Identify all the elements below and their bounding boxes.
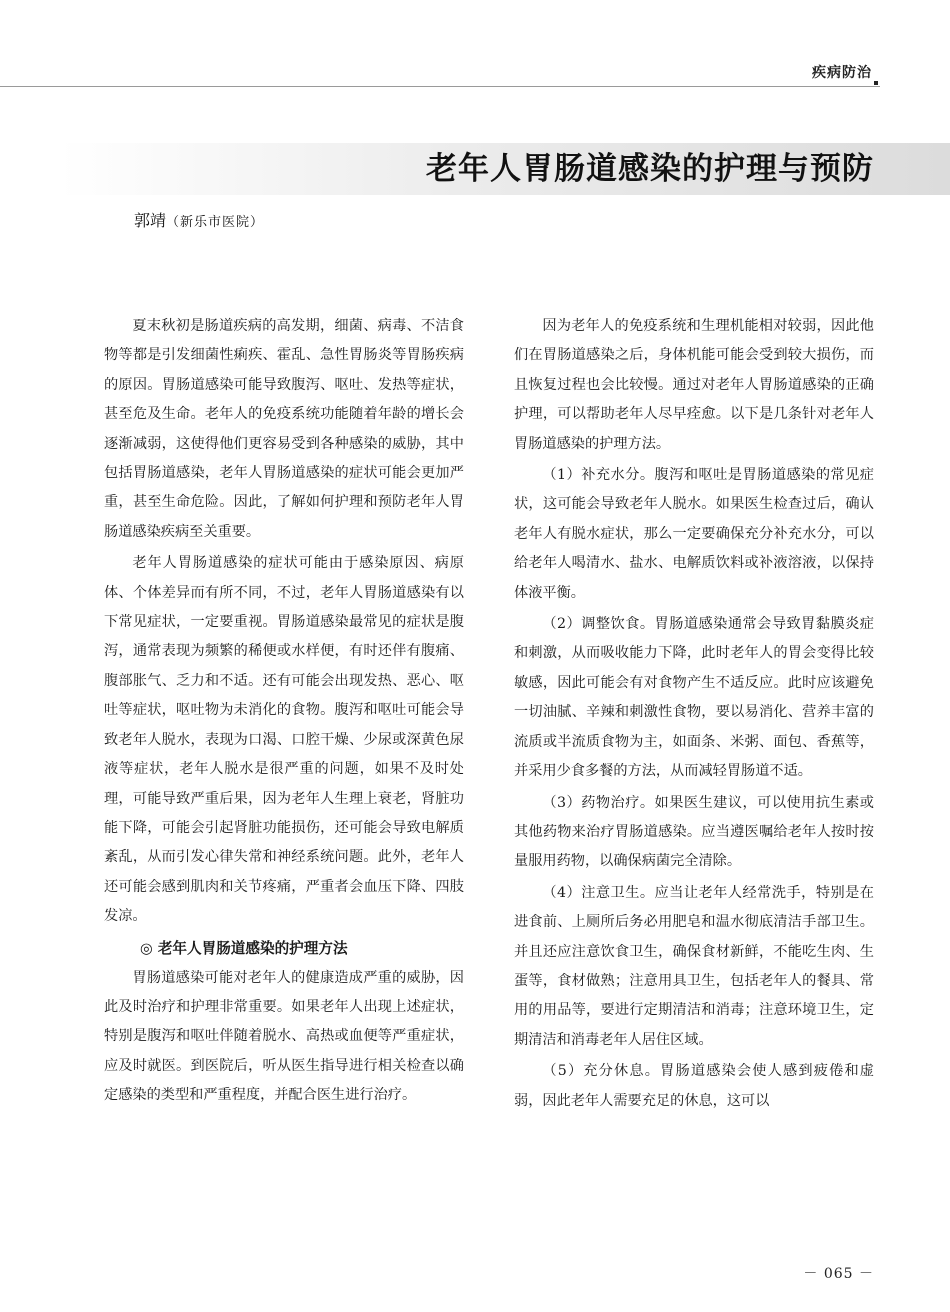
right-column bbox=[514, 312, 874, 1118]
page-number: － 065 － bbox=[803, 1266, 874, 1282]
paragraph: 胃肠道感染可能对老年人的健康造成严重的威胁，因此及时治疗和护理非常重要。如果老年人出现上述症状，特别是腹泻和呕吐伴随着脱水、高热或血便等严重症状，应及时就医。到医院后，听从医生指导进行相关检查以确定感染的类型和严重程度，并配合医生进行治疗。 bbox=[104, 969, 464, 1104]
section-marker bbox=[874, 81, 878, 85]
paragraph: 因为老年人的免疫系统和生理机能相对较弱，因此他们在胃肠道感染之后，身体机能可能会受到较大损伤，而且恢复过程也会比较慢。通过对老年人胃肠道感染的正确护理，可以帮助老年人尽早痊愈。以下是几条针对老年人胃肠道感染的护理方法。 bbox=[514, 318, 874, 452]
paragraph: 老年人胃肠道感染的症状可能由于感染原因、病原体、个体差异而有所不同，不过，老年人胃肠道感染有以下常见症状，一定要重视。胃肠道感染最常见的症状是腹泻，通常表现为频繁的稀便或水样便，有时还伴有腹痛、腹部胀气、乏力和不适。还有可能会出现发热、恶心、呕吐等症状，呕吐物为未消化的食物。腹泻和呕吐可能会导致老年人脱水，表现为口渴、口腔干燥、少尿或深黄色尿液等症状，老年人脱水是很严重的问题，如果不及时处理，可能导致严重后果，因为老年人生理上衰老，肾脏功能下降，可能会引起肾脏功能损伤，还可能会导致电解质紊乱，从而引发心律失常和神经系统问题。此外，老年人还可能会感到肌肉和关节疼痛，严重者会血压下降、四肢发凉。 bbox=[104, 555, 464, 925]
header-divider bbox=[0, 86, 880, 87]
section-label: 疾病防治 bbox=[812, 65, 872, 81]
paragraph: （1）补充水分。腹泻和呕吐是胃肠道感染的常见症状，这可能会导致老年人脱水。如果医生检查过后，确认老年人有脱水症状，那么一定要确保充分补充水分，可以给老年人喝清水、盐水、电解质饮料或补液溶液，以保持体液平衡。 bbox=[514, 467, 874, 601]
section-heading: ◎ 老年人胃肠道感染的护理方法 bbox=[140, 939, 348, 957]
left-column bbox=[104, 312, 464, 1113]
paragraph: （5）充分休息。胃肠道感染会使人感到疲倦和虚弱，因此老年人需要充足的休息，这可以 bbox=[514, 1063, 874, 1109]
paragraph: （4）注意卫生。应当让老年人经常洗手，特别是在进食前、上厕所后务必用肥皂和温水彻底清洁手部卫生。并且还应注意饮食卫生，确保食材新鲜，不能吃生肉、生蛋等，食材做熟；注意用具卫生，包括老年人的餐具、常用的用品等，要进行定期清洁和消毒；注意环境卫生，定期清洁和消毒老年人居住区域。 bbox=[514, 884, 874, 1048]
paragraph: 夏末秋初是肠道疾病的高发期，细菌、病毒、不洁食物等都是引发细菌性痢疾、霍乱、急性胃肠炎等胃肠疾病的原因。胃肠道感染可能导致腹泻、呕吐、发热等症状，甚至危及生命。老年人的免疫系统功能随着年龄的增长会逐渐减弱，这使得他们更容易受到各种感染的威胁，其中包括胃肠道感染，老年人胃肠道感染的症状可能会更加严重，甚至生命危险。因此，了解如何护理和预防老年人胃肠道感染疾病至关重要。 bbox=[104, 318, 464, 540]
byline bbox=[134, 208, 264, 231]
author-affiliation: （新乐市医院） bbox=[166, 215, 265, 230]
paragraph: （3）药物治疗。如果医生建议，可以使用抗生素或其他药物来治疗胃肠道感染。应当遵医嘱给老年人按时按量服用药物，以确保病菌完全清除。 bbox=[514, 794, 874, 870]
author-name: 郭靖 bbox=[134, 211, 167, 230]
paragraph: （2）调整饮食。胃肠道感染通常会导致胃黏膜炎症和刺激，从而吸收能力下降，此时老年人的胃会变得比较敏感，因此可能会有对食物产生不适反应。此时应该避免一切油腻、辛辣和刺激性食物，要以易消化、营养丰富的流质或半流质食物为主，如面条、米粥、面包、香蕉等，并采用少食多餐的方法，从而减轻胃肠道不适。 bbox=[514, 616, 874, 780]
article-title: 老年人胃肠道感染的护理与预防 bbox=[426, 151, 874, 187]
